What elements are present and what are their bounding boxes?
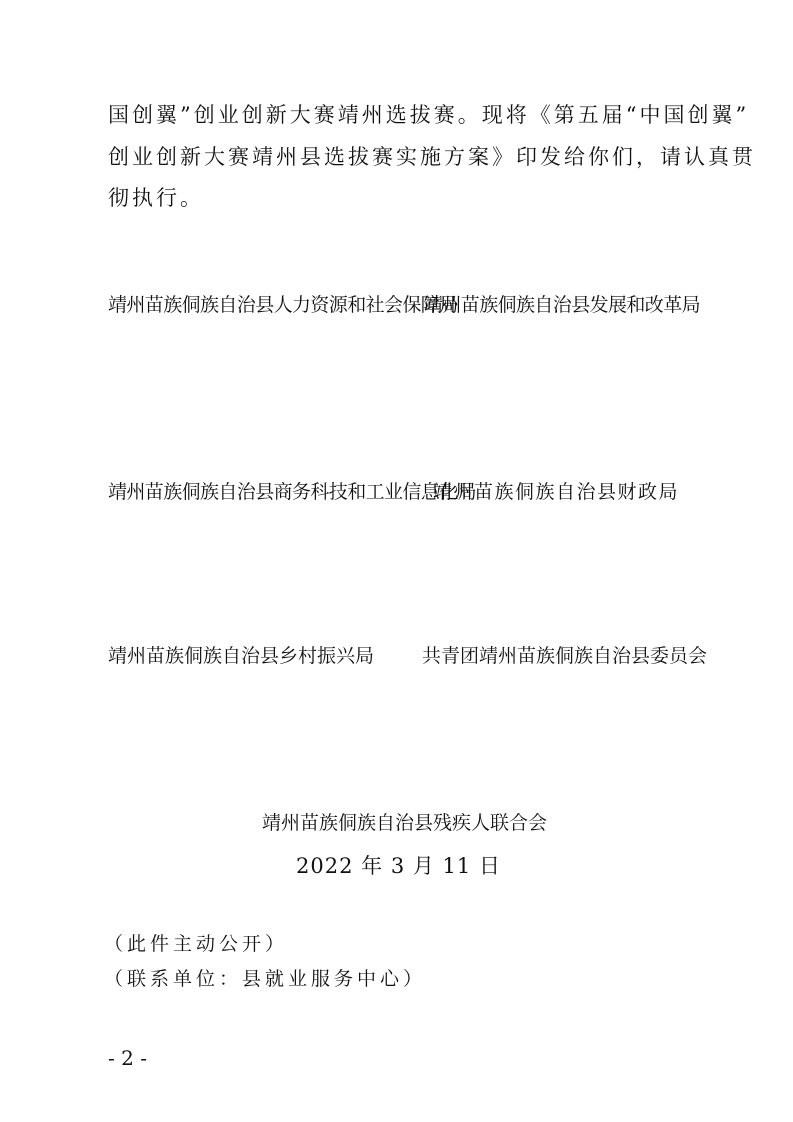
signatory-youth-league-committee: 共青团靖州苗族侗族自治县委员会 (422, 645, 708, 667)
page-number: - 2 - (108, 1046, 147, 1070)
signatory-development-reform-bureau: 靖州苗族侗族自治县发展和改革局 (424, 294, 701, 316)
signatory-disabled-persons-federation: 靖州苗族侗族自治县残疾人联合会 (261, 812, 547, 834)
disclosure-note: （此件主动公开） (104, 933, 289, 955)
signatory-rural-revitalization-bureau: 靖州苗族侗族自治县乡村振兴局 (108, 645, 375, 667)
body-line-2: 创业创新大赛靖州县选拔赛实施方案》印发给你们，请认真贯 (108, 145, 756, 169)
signatory-finance-bureau: 靖州苗族侗族自治县财政局 (433, 481, 680, 503)
body-line-1: 国创翼”创业创新大赛靖州选拔赛。现将《第五届“中国创翼” (108, 103, 750, 127)
issue-date: 2022 年 3 月 11 日 (296, 854, 501, 878)
signatory-hrss-bureau: 靖州苗族侗族自治县人力资源和社会保障局 (108, 294, 458, 316)
contact-note: （联系单位：县就业服务中心） (104, 968, 427, 990)
body-line-3: 彻执行。 (108, 186, 204, 210)
signatory-commerce-tech-bureau: 靖州苗族侗族自治县商务科技和工业信息化局 (108, 481, 477, 503)
